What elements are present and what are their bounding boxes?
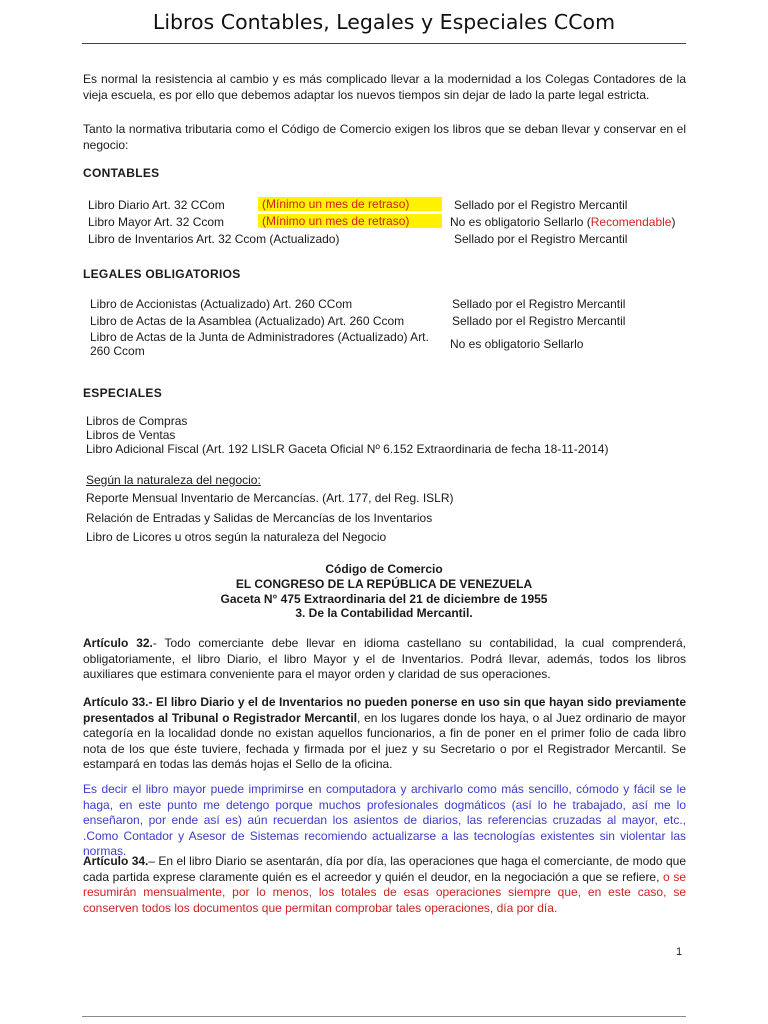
contables-status-3: Sellado por el Registro Mercantil xyxy=(454,232,628,246)
legales-status-2: Sellado por el Registro Mercantil xyxy=(452,314,626,328)
especiales-item-2: Libros de Ventas xyxy=(86,428,176,442)
legales-book-3: Libro de Actas de la Junta de Administradores (Actualizado) Art. 260 Ccom xyxy=(90,330,429,358)
articulo-34: Artículo 34.– En el libro Diario se asentarán, día por día, las operaciones que haga el comerciante, de modo que cada partida exprese claramente quién es el acreedor y quién el deudor, en la negociación a que se refiere, o se resumirán mensualmente, por lo menos, los totales de esas operaciones siempre que, en este caso, se conserven todos los documentos que permitan comprobar tales operaciones, día por día. xyxy=(83,854,686,915)
author-comment: Es decir el libro mayor puede imprimirse en computadora y archivarlo como más sencillo, cómodo y fácil se le haga, en este punto me detengo porque muchos profesionales dogmáticos (así lo he trabajado, así me lo enseñaron, por ende así es) aún recuerdan los asientos de diarios, las referencias cruzadas al mayor, etc., .Como Contador y Asesor de Sistemas recomiendo actualizarse a las tecnologías existentes sin violentar las normas. xyxy=(83,782,686,858)
contables-book-3: Libro de Inventarios Art. 32 Ccom (Actualizado) xyxy=(88,232,340,246)
contables-heading: CONTABLES xyxy=(83,166,160,180)
codigo-line-4: 3. De la Contabilidad Mercantil. xyxy=(295,606,473,620)
codigo-line-2: EL CONGRESO DE LA REPÚBLICA DE VENEZUELA xyxy=(235,577,533,591)
codigo-line-1: Código de Comercio xyxy=(325,562,443,576)
legales-book-1: Libro de Accionistas (Actualizado) Art. 260 CCom xyxy=(90,297,353,311)
contables-book-2: Libro Mayor Art. 32 Ccom xyxy=(88,215,225,229)
articulo-33: Artículo 33.- El libro Diario y el de Inventarios no pueden ponerse en uso sin que hayan sido previamente presentados al Tribunal o Registrador Mercantil, en los lugares donde los haya, o al Juez ordinario de mayor categoría en la localidad donde no existan aquellos funcionarios, a fin de poner en el primer folio de cada libro nota de los que éste tuviere, fechada y firmada por el juez y su Secretario o por el Registrador Mercantil. Se estampará en todas las demás hojas el Sello de la oficina. xyxy=(83,695,686,771)
title-rule xyxy=(82,43,686,44)
contables-note-1: (Mínimo un mes de retraso) xyxy=(258,197,442,211)
especiales-item-3: Libro Adicional Fiscal (Art. 192 LISLR Gaceta Oficial Nº 6.152 Extraordinaria de fecha 18-11-2014) xyxy=(86,442,609,456)
page-title: Libros Contables, Legales y Especiales CCom xyxy=(152,10,616,34)
especiales-heading: ESPECIALES xyxy=(83,386,163,400)
contables-book-1: Libro Diario Art. 32 CCom xyxy=(88,198,225,212)
legales-status-3: No es obligatorio Sellarlo xyxy=(450,337,584,351)
legales-status-1: Sellado por el Registro Mercantil xyxy=(452,297,626,311)
especiales-item2-2: Relación de Entradas y Salidas de Mercancías de los Inventarios xyxy=(86,511,433,525)
footer-rule xyxy=(82,1016,686,1017)
legales-heading: LEGALES OBLIGATORIOS xyxy=(83,267,241,281)
codigo-line-3: Gaceta N° 475 Extraordinaria del 21 de diciembre de 1955 xyxy=(220,592,548,606)
articulo-32: Artículo 32.- Todo comerciante debe llevar en idioma castellano su contabilidad, la cual comprenderá, obligatoriamente, el libro Diario, el libro Mayor y el de Inventarios. Podrá llevar, además, todos los libros auxiliares que estimara conveniente para el mayor orden y claridad de sus operaciones. xyxy=(83,636,686,681)
intro-paragraph-1: Es normal la resistencia al cambio y es más complicado llevar a la modernidad a los Colegas Contadores de la vieja escuela, es por ello que debemos adaptar los nuevos tiempos sin dejar de lado la parte legal estricta. xyxy=(83,72,686,102)
especiales-item2-1: Reporte Mensual Inventario de Mercancías. (Art. 177, del Reg. ISLR) xyxy=(86,491,454,505)
intro-paragraph-2: Tanto la normativa tributaria como el Código de Comercio exigen los libros que se deban llevar y conservar en el negocio: xyxy=(83,122,686,152)
page-number: 1 xyxy=(676,946,683,958)
legales-book-2: Libro de Actas de la Asamblea (Actualizado) Art. 260 Ccom xyxy=(90,314,405,328)
contables-note-2: (Mínimo un mes de retraso) xyxy=(258,214,442,228)
especiales-subheading: Según la naturaleza del negocio: xyxy=(86,473,261,487)
contables-status-2: No es obligatorio Sellarlo (Recomendable) xyxy=(450,215,676,229)
especiales-item2-3: Libro de Licores u otros según la naturaleza del Negocio xyxy=(86,530,387,544)
contables-status-1: Sellado por el Registro Mercantil xyxy=(454,198,628,212)
especiales-item-1: Libros de Compras xyxy=(86,414,188,428)
